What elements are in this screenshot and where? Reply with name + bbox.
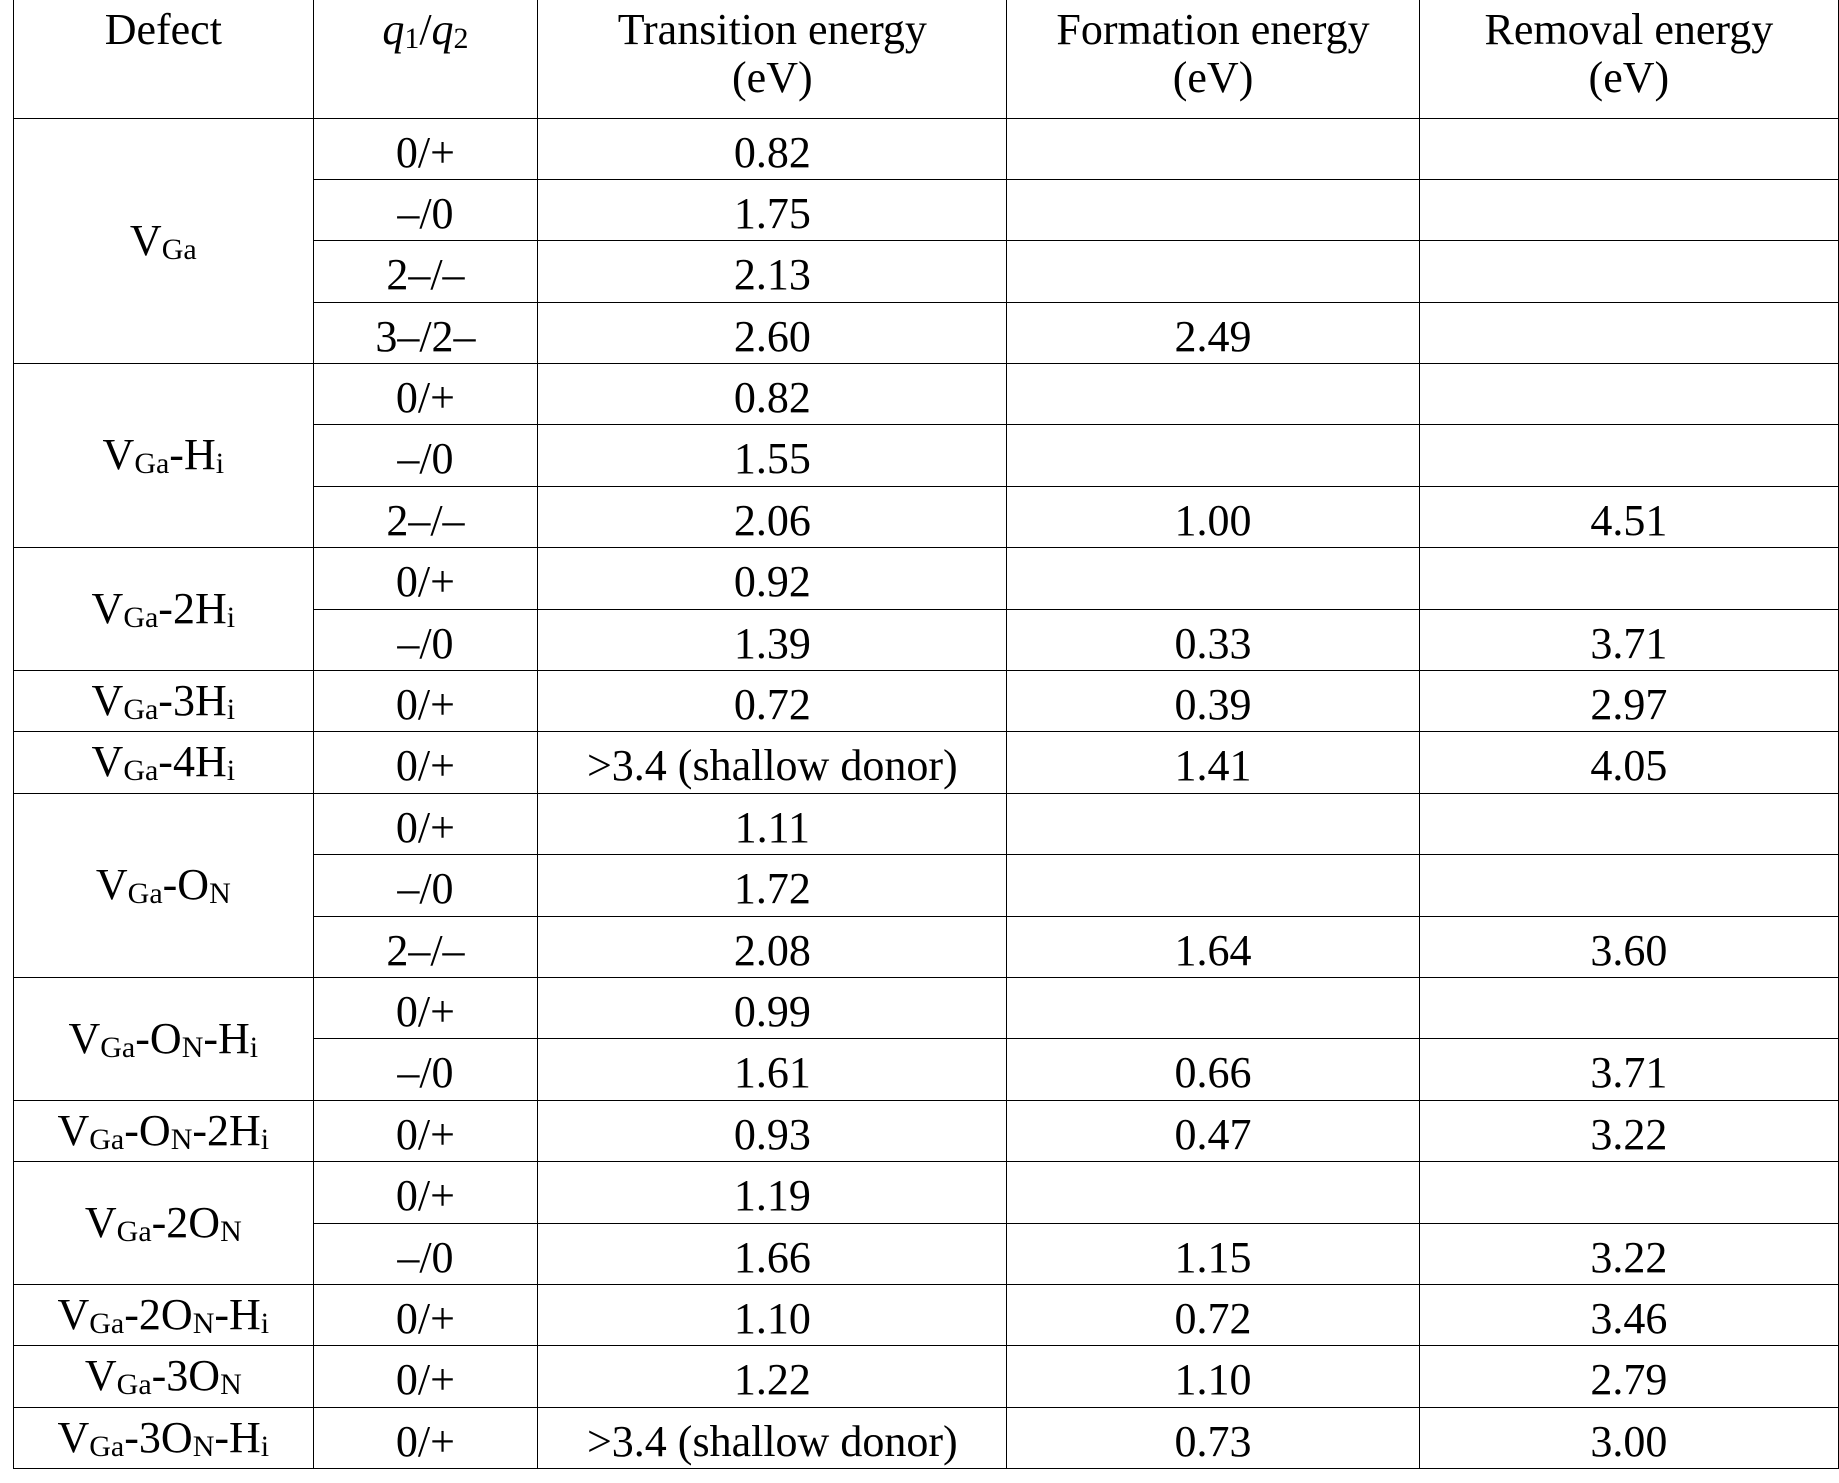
removal-energy-cell: 3.22 <box>1419 1223 1838 1284</box>
defect-text: V <box>91 676 124 726</box>
charge-transition-cell: 0/+ <box>313 1284 538 1345</box>
removal-energy-cell: 2.97 <box>1419 671 1838 732</box>
defect-text: -O <box>162 860 210 910</box>
defect-subscript: Ga <box>123 693 159 727</box>
charge-transition-cell: 2–/– <box>313 486 538 547</box>
defect-text: -H <box>169 430 216 480</box>
defect-cell <box>14 1346 314 1407</box>
removal-energy-cell <box>1419 1162 1838 1223</box>
defect-cell <box>14 364 314 548</box>
header-q1-var: q <box>382 5 405 54</box>
header-formation-line2: (eV) <box>1172 53 1254 103</box>
defect-subscript: N <box>220 1368 242 1402</box>
defect-subscript: Ga <box>116 1368 152 1402</box>
header-row <box>14 0 1839 118</box>
table-row <box>14 671 1839 732</box>
formation-energy-cell: 1.00 <box>1007 486 1419 547</box>
defect-cell <box>14 793 314 977</box>
transition-energy-cell: 0.92 <box>538 548 1007 609</box>
charge-transition-cell: 0/+ <box>313 977 538 1038</box>
charge-transition-cell: –/0 <box>313 425 538 486</box>
transition-energy-cell: 2.13 <box>538 241 1007 302</box>
defect-text: -O <box>124 1105 171 1155</box>
removal-energy-cell: 2.79 <box>1419 1346 1838 1407</box>
transition-energy-cell: 1.55 <box>538 425 1007 486</box>
transition-energy-cell: 1.75 <box>538 179 1007 240</box>
header-defect-label: Defect <box>104 5 222 54</box>
removal-energy-cell <box>1419 179 1838 240</box>
formation-energy-cell: 0.33 <box>1007 609 1419 670</box>
defect-cell <box>14 1407 314 1468</box>
table-row <box>14 793 1839 854</box>
removal-energy-cell: 4.51 <box>1419 486 1838 547</box>
defect-text: V <box>91 583 124 633</box>
defect-subscript: i <box>260 1122 270 1156</box>
defect-cell <box>14 977 314 1100</box>
charge-transition-cell: –/0 <box>313 1223 538 1284</box>
removal-energy-cell: 3.71 <box>1419 1039 1838 1100</box>
charge-transition-cell: 0/+ <box>313 364 538 425</box>
defect-text: V <box>102 430 135 480</box>
defect-cell <box>14 1284 314 1345</box>
removal-energy-cell <box>1419 548 1838 609</box>
defect-cell <box>14 548 314 671</box>
charge-transition-cell: 3–/2– <box>313 302 538 363</box>
defect-subscript: i <box>260 1429 270 1463</box>
charge-transition-cell: –/0 <box>313 1039 538 1100</box>
table-row <box>14 977 1839 1038</box>
defect-subscript: N <box>192 1306 215 1340</box>
formation-energy-cell <box>1007 425 1419 486</box>
header-formation-energy <box>1007 0 1419 118</box>
transition-energy-cell: 1.39 <box>538 609 1007 670</box>
transition-energy-cell: 1.72 <box>538 855 1007 916</box>
formation-energy-cell: 0.73 <box>1007 1407 1419 1468</box>
defect-text: V <box>84 1197 117 1247</box>
formation-energy-cell <box>1007 977 1419 1038</box>
defect-subscript: i <box>215 447 225 481</box>
header-transition-line1: Transition energy <box>617 5 927 54</box>
defect-subscript: Ga <box>100 1030 136 1064</box>
table-row <box>14 118 1839 179</box>
transition-energy-cell: 1.61 <box>538 1039 1007 1100</box>
table-row <box>14 1346 1839 1407</box>
formation-energy-cell: 2.49 <box>1007 302 1419 363</box>
transition-energy-cell: 0.82 <box>538 364 1007 425</box>
defect-text: -4H <box>158 737 227 787</box>
removal-energy-cell <box>1419 302 1838 363</box>
defect-subscript: Ga <box>161 232 197 266</box>
table-row <box>14 364 1839 425</box>
defect-text: -3H <box>158 676 227 726</box>
defect-cell <box>14 1162 314 1285</box>
removal-energy-cell: 3.60 <box>1419 916 1838 977</box>
header-removal-line1: Removal energy <box>1484 5 1774 54</box>
table-row <box>14 1407 1839 1468</box>
header-charge-transition <box>313 0 538 118</box>
formation-energy-cell: 1.41 <box>1007 732 1419 793</box>
defect-subscript: Ga <box>116 1214 152 1248</box>
table-row <box>14 1284 1839 1345</box>
defect-text: -2H <box>158 583 227 633</box>
charge-transition-cell: 0/+ <box>313 671 538 732</box>
defect-subscript: Ga <box>89 1306 125 1340</box>
defect-text: V <box>91 737 124 787</box>
charge-transition-cell: 0/+ <box>313 1346 538 1407</box>
formation-energy-cell: 0.47 <box>1007 1100 1419 1161</box>
defect-text: V <box>57 1289 90 1339</box>
transition-energy-cell: 0.99 <box>538 977 1007 1038</box>
header-defect <box>14 0 314 118</box>
header-q2-var: q <box>431 5 454 54</box>
formation-energy-cell: 1.15 <box>1007 1223 1419 1284</box>
defect-subscript: i <box>260 1306 270 1340</box>
defect-text: -3O <box>124 1412 193 1462</box>
removal-energy-cell: 3.22 <box>1419 1100 1838 1161</box>
removal-energy-cell <box>1419 364 1838 425</box>
table-row <box>14 1162 1839 1223</box>
defect-text: V <box>84 1351 117 1401</box>
header-transition-energy <box>538 0 1007 118</box>
defect-cell <box>14 732 314 793</box>
removal-energy-cell: 3.00 <box>1419 1407 1838 1468</box>
transition-energy-cell: >3.4 (shallow donor) <box>538 1407 1007 1468</box>
defect-text: -H <box>214 1412 261 1462</box>
defect-text: V <box>95 860 128 910</box>
transition-energy-cell: 1.10 <box>538 1284 1007 1345</box>
formation-energy-cell <box>1007 118 1419 179</box>
formation-energy-cell: 0.66 <box>1007 1039 1419 1100</box>
defect-subscript: N <box>170 1122 193 1156</box>
table-container <box>13 0 1839 1469</box>
removal-energy-cell <box>1419 977 1838 1038</box>
charge-transition-cell: 0/+ <box>313 1407 538 1468</box>
charge-transition-cell: 0/+ <box>313 1162 538 1223</box>
table-row <box>14 548 1839 609</box>
transition-energy-cell: 1.22 <box>538 1346 1007 1407</box>
transition-energy-cell: 1.11 <box>538 793 1007 854</box>
charge-transition-cell: 2–/– <box>313 241 538 302</box>
removal-energy-cell <box>1419 118 1838 179</box>
defect-subscript: Ga <box>89 1429 125 1463</box>
defect-subscript: i <box>226 754 236 788</box>
header-transition-line2: (eV) <box>732 53 813 103</box>
transition-energy-cell: 1.66 <box>538 1223 1007 1284</box>
charge-transition-cell: 0/+ <box>313 118 538 179</box>
charge-transition-cell: 0/+ <box>313 793 538 854</box>
header-formation-line1: Formation energy <box>1056 5 1370 54</box>
defect-text: -H <box>203 1013 250 1063</box>
charge-transition-cell: –/0 <box>313 609 538 670</box>
defect-subscript: Ga <box>127 877 163 911</box>
formation-energy-cell <box>1007 1162 1419 1223</box>
charge-transition-cell: 0/+ <box>313 732 538 793</box>
transition-energy-cell: 0.93 <box>538 1100 1007 1161</box>
removal-energy-cell <box>1419 793 1838 854</box>
header-removal-line2: (eV) <box>1588 53 1670 103</box>
removal-energy-cell <box>1419 425 1838 486</box>
formation-energy-cell <box>1007 793 1419 854</box>
defect-text: -O <box>135 1013 182 1063</box>
removal-energy-cell: 3.71 <box>1419 609 1838 670</box>
defect-text: -3O <box>151 1351 221 1401</box>
transition-energy-cell: 2.60 <box>538 302 1007 363</box>
header-q1-sub: 1 <box>404 22 420 55</box>
transition-energy-cell: >3.4 (shallow donor) <box>538 732 1007 793</box>
defect-subscript: Ga <box>89 1122 125 1156</box>
defect-subscript: Ga <box>134 447 170 481</box>
header-q-slash: / <box>419 5 432 54</box>
transition-energy-cell: 0.72 <box>538 671 1007 732</box>
removal-energy-cell: 4.05 <box>1419 732 1838 793</box>
transition-energy-cell: 2.06 <box>538 486 1007 547</box>
defect-text: -2O <box>124 1289 193 1339</box>
defect-subscript: N <box>220 1214 242 1248</box>
table-row <box>14 732 1839 793</box>
defect-subscript: i <box>226 693 236 727</box>
defect-subscript: N <box>181 1030 204 1064</box>
formation-energy-cell <box>1007 364 1419 425</box>
defect-text: -H <box>214 1289 261 1339</box>
transition-energy-cell: 0.82 <box>538 118 1007 179</box>
defect-subscript: Ga <box>123 754 159 788</box>
defect-text: V <box>57 1105 90 1155</box>
defect-cell <box>14 671 314 732</box>
header-q2-sub: 2 <box>453 22 469 55</box>
defect-text: -2H <box>192 1105 261 1155</box>
formation-energy-cell: 1.10 <box>1007 1346 1419 1407</box>
formation-energy-cell <box>1007 855 1419 916</box>
transition-energy-cell: 2.08 <box>538 916 1007 977</box>
transition-energy-cell: 1.19 <box>538 1162 1007 1223</box>
formation-energy-cell <box>1007 241 1419 302</box>
removal-energy-cell: 3.46 <box>1419 1284 1838 1345</box>
defect-text: V <box>129 215 162 265</box>
formation-energy-cell: 1.64 <box>1007 916 1419 977</box>
defect-subscript: N <box>209 877 231 911</box>
defect-subscript: i <box>226 600 236 634</box>
charge-transition-cell: 2–/– <box>313 916 538 977</box>
defect-text: V <box>68 1013 101 1063</box>
formation-energy-cell: 0.72 <box>1007 1284 1419 1345</box>
defect-cell <box>14 118 314 364</box>
defect-subscript: Ga <box>123 600 159 634</box>
defect-subscript: i <box>249 1030 259 1064</box>
removal-energy-cell <box>1419 855 1838 916</box>
header-removal-energy <box>1419 0 1838 118</box>
formation-energy-cell <box>1007 179 1419 240</box>
defect-text: V <box>57 1412 90 1462</box>
defect-text: -2O <box>151 1197 221 1247</box>
formation-energy-cell <box>1007 548 1419 609</box>
charge-transition-cell: –/0 <box>313 855 538 916</box>
charge-transition-cell: 0/+ <box>313 1100 538 1161</box>
removal-energy-cell <box>1419 241 1838 302</box>
table-row <box>14 1100 1839 1161</box>
table-body <box>14 118 1839 1469</box>
formation-energy-cell: 0.39 <box>1007 671 1419 732</box>
defect-cell <box>14 1100 314 1161</box>
defect-energy-table <box>13 0 1839 1469</box>
charge-transition-cell: –/0 <box>313 179 538 240</box>
defect-subscript: N <box>192 1429 215 1463</box>
charge-transition-cell: 0/+ <box>313 548 538 609</box>
